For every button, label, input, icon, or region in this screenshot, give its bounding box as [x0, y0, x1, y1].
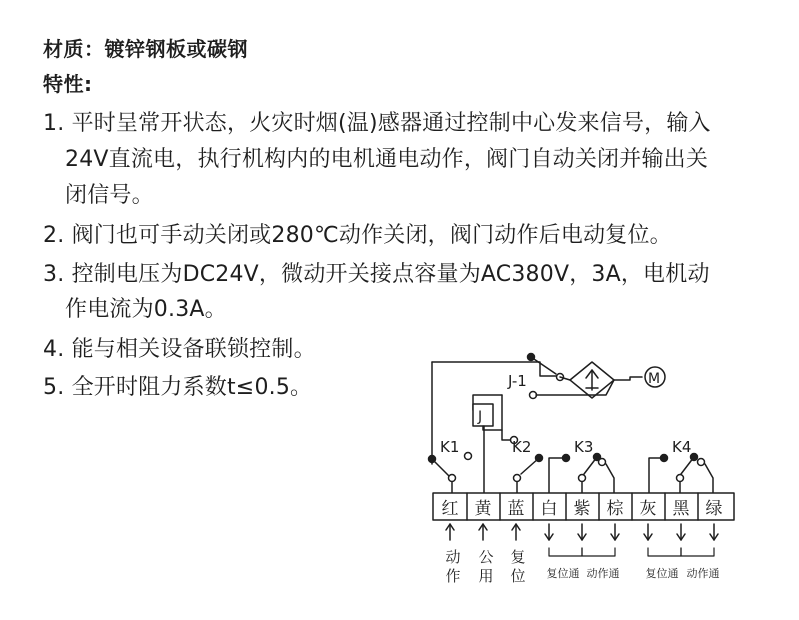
feature-3-line-2: 作电流为0.3A。 — [65, 297, 227, 322]
feature-1-line-1: 1. 平时呈常开状态，火灾时烟(温)感器通过控制中心发来信号，输入 — [43, 111, 711, 136]
feature-5-line-1: 5. 全开时阻力系数t≤0.5。 — [43, 375, 313, 400]
terminal-black: 黑 — [672, 499, 690, 519]
switch-k1 — [429, 438, 472, 493]
terminal-yellow: 黄 — [474, 499, 492, 519]
terminal-purple: 紫 — [573, 499, 591, 519]
k3-action-label: 动作通 — [586, 567, 620, 580]
k3-reset-label: 复位通 — [546, 567, 580, 580]
terminal-labels — [442, 498, 723, 519]
reset-char-2: 位 — [510, 567, 526, 585]
rectifier-bridge — [536, 362, 642, 398]
motor — [645, 367, 665, 387]
relay-coil — [473, 395, 515, 493]
terminal-blue: 蓝 — [507, 499, 525, 519]
switch-k4 — [649, 438, 713, 493]
k2-label: K2 — [512, 438, 532, 456]
relay-contact-label: J-1 — [508, 372, 527, 390]
signal-arrows — [446, 524, 718, 540]
feature-1-line-3: 闭信号。 — [65, 183, 154, 208]
action-char-2: 作 — [445, 567, 461, 585]
terminal-white: 白 — [540, 499, 558, 519]
action-char-1: 动 — [445, 548, 461, 566]
terminal-red: 红 — [441, 499, 459, 519]
features-heading: 特性: — [43, 72, 93, 96]
k4-reset-label: 复位通 — [645, 567, 679, 580]
feature-3-line-1: 3. 控制电压为DC24V，微动开关接点容量为AC380V，3A，电机动 — [43, 262, 710, 287]
switch-k2 — [511, 437, 543, 494]
k1-label: K1 — [440, 438, 460, 456]
feature-2-line-1: 2. 阀门也可手动关闭或280℃动作关闭，阀门动作后电动复位。 — [43, 223, 672, 248]
terminal-brown: 棕 — [606, 499, 624, 519]
common-char-1: 公 — [478, 548, 494, 566]
k4-action-label: 动作通 — [686, 567, 720, 580]
terminal-gray: 灰 — [639, 499, 657, 519]
material-value: 镀锌钢板或碳钢 — [104, 37, 248, 61]
switch-k3 — [549, 438, 614, 493]
feature-4-line-1: 4. 能与相关设备联锁控制。 — [43, 337, 316, 362]
common-char-2: 用 — [478, 567, 494, 585]
material-label: 材质： — [43, 37, 105, 61]
reset-char-1: 复 — [510, 548, 526, 566]
relay-coil-label: J — [478, 409, 483, 425]
motor-label: M — [648, 371, 661, 387]
feature-1-line-2: 24V直流电，执行机构内的电机通电动作，阀门自动关闭并输出关 — [65, 147, 709, 172]
terminal-green: 绿 — [705, 499, 723, 519]
pair-brackets — [549, 548, 714, 556]
k4-label: K4 — [672, 438, 692, 456]
k3-label: K3 — [574, 438, 594, 456]
